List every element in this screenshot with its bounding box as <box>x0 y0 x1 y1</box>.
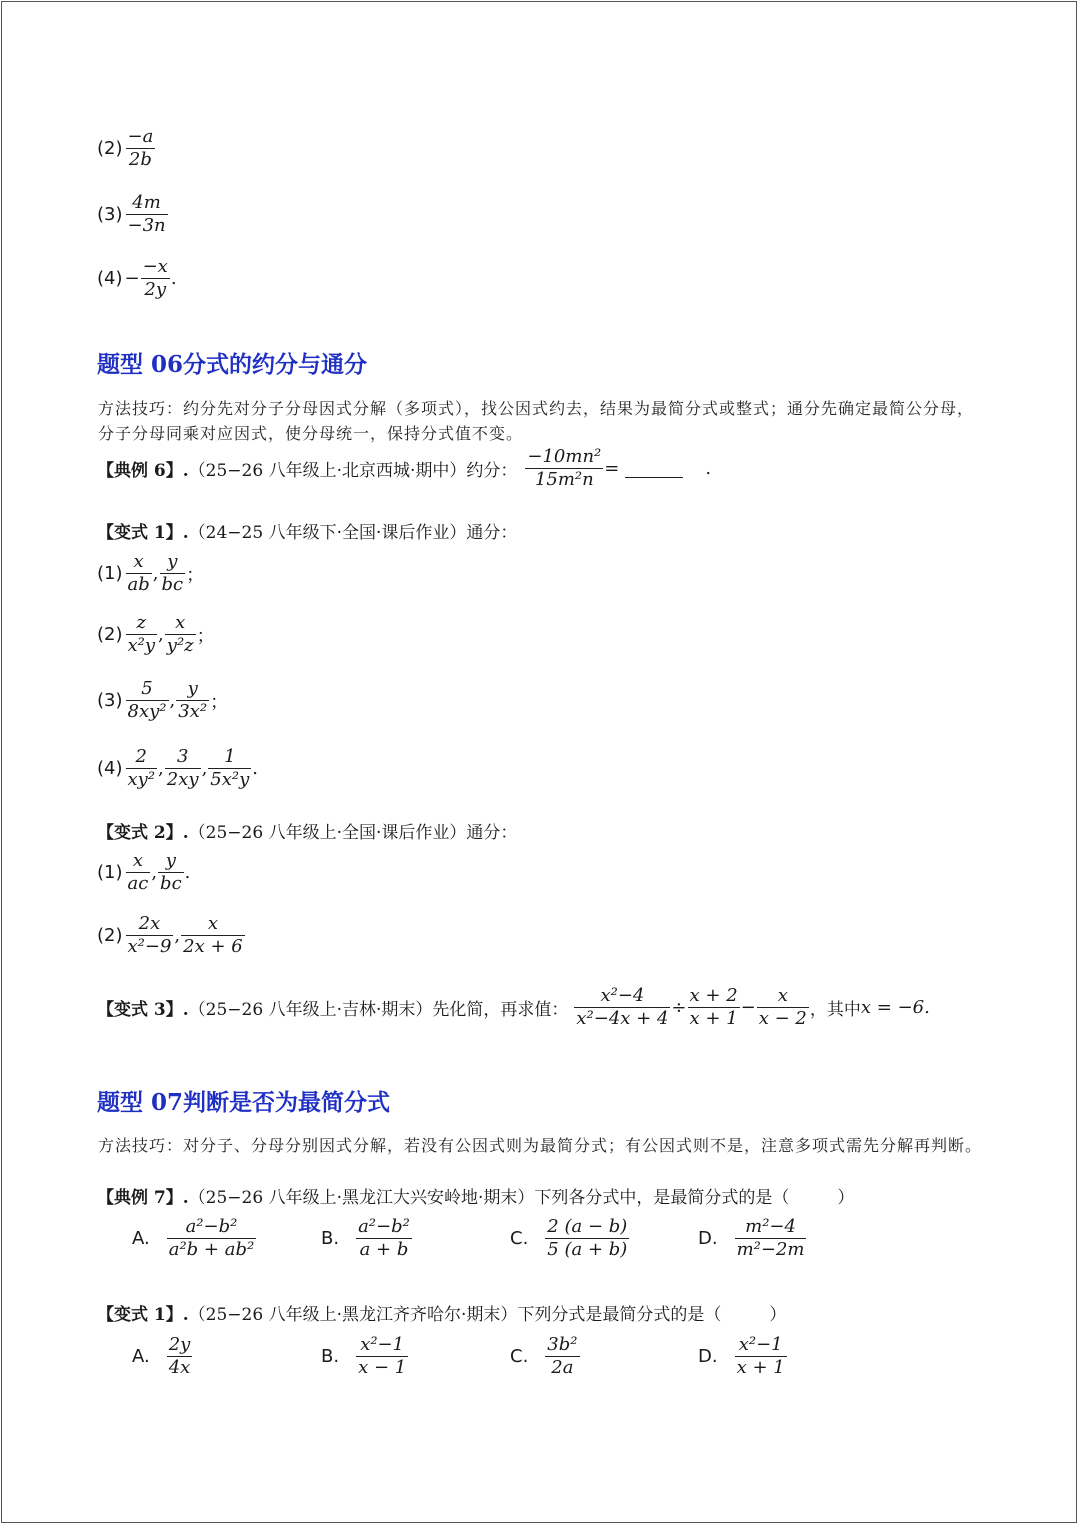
option-b[interactable] <box>321 1334 409 1379</box>
variant-1-item-4 <box>97 746 258 791</box>
separator: − <box>124 268 140 289</box>
denominator: xy² <box>127 769 156 790</box>
variant-1-item-2 <box>97 612 215 657</box>
variant-3 <box>97 985 930 1030</box>
denominator: ac <box>127 873 149 894</box>
denominator: 2x + 6 <box>183 936 243 957</box>
denominator: x + 1 <box>689 1008 738 1029</box>
option-a[interactable] <box>132 1216 257 1261</box>
fraction <box>126 913 174 958</box>
variant-1-item-1 <box>97 551 204 596</box>
denominator: x²−4x + 4 <box>576 1008 669 1029</box>
math-symbol: . <box>705 458 712 479</box>
denominator: a²b + ab² <box>168 1239 255 1260</box>
fraction <box>181 913 245 958</box>
variant-2-header <box>97 818 517 843</box>
example-7 <box>97 1183 854 1208</box>
item-number: (2) <box>97 925 123 946</box>
item-number: (3) <box>97 204 123 225</box>
option-letter: C. <box>510 1346 529 1367</box>
denominator: 15m²n <box>534 469 594 490</box>
question-source: ，其中 <box>809 1000 861 1020</box>
example-6 <box>97 446 711 491</box>
question-label: 【变式 3】. <box>97 1000 189 1020</box>
prev-item-3 <box>97 192 169 237</box>
math-symbol: = <box>604 458 620 479</box>
question-source: （25−26 八年级上·全国·课后作业）通分： <box>188 823 518 843</box>
option-letter: A. <box>132 1346 150 1367</box>
question-label: 【变式 1】. <box>97 1305 189 1325</box>
fraction <box>126 850 151 895</box>
fraction <box>160 551 186 596</box>
denominator: 2xy <box>166 769 199 790</box>
variant-1-sec07 <box>97 1300 786 1325</box>
question-source: （25−26 八年级上·黑龙江大兴安岭地·期末）下列各分式中，是最简分式的是（ <box>188 1188 790 1208</box>
question-source: （25−26 八年级上·黑龙江齐齐哈尔·期末）下列分式是最简分式的是（ <box>188 1305 722 1325</box>
prev-item-4 <box>97 256 177 301</box>
option-c[interactable] <box>510 1334 581 1379</box>
fraction <box>208 746 251 791</box>
denominator: 8xy² <box>127 701 167 722</box>
numerator: 2 <box>135 746 147 767</box>
separator: , <box>158 624 164 645</box>
numerator: x <box>207 913 219 934</box>
numerator: −10mn² <box>527 446 602 467</box>
separator: , <box>158 758 164 779</box>
denominator: m²−2m <box>736 1239 805 1260</box>
denominator: x − 1 <box>358 1357 407 1378</box>
separator: ； <box>196 625 215 647</box>
question-source: ） <box>769 1305 787 1325</box>
separator: . <box>184 862 191 883</box>
fraction <box>126 612 158 657</box>
numerator: 1 <box>224 746 236 767</box>
fraction <box>525 446 603 491</box>
fraction <box>545 1216 629 1261</box>
question-label: 【变式 2】. <box>97 823 189 843</box>
option-letter: B. <box>321 1346 340 1367</box>
fraction <box>356 1216 412 1261</box>
numerator: 3 <box>176 746 189 767</box>
fraction <box>735 1334 787 1379</box>
question-label: 【典例 7】. <box>97 1188 189 1208</box>
fraction <box>176 678 209 723</box>
question-label: 【变式 1】. <box>97 523 189 543</box>
numerator: 2y <box>168 1334 191 1355</box>
denominator: −3n <box>127 215 166 236</box>
denominator: 5x²y <box>210 769 250 790</box>
item-number: (4) <box>97 268 123 289</box>
denominator: bc <box>161 574 184 595</box>
numerator: y <box>165 850 176 871</box>
fraction <box>126 126 156 171</box>
denominator: 2b <box>128 149 152 170</box>
question-source: （25−26 八年级上·吉林·期末）先化简，再求值： <box>188 1000 569 1020</box>
numerator: y <box>187 678 198 699</box>
option-d[interactable] <box>698 1216 807 1261</box>
fraction <box>574 985 670 1030</box>
question-source: ） <box>837 1188 855 1208</box>
option-b[interactable] <box>321 1216 413 1261</box>
fraction <box>167 1216 256 1261</box>
separator: , <box>201 758 208 779</box>
numerator: 5 <box>141 678 153 699</box>
fraction <box>126 746 158 791</box>
denominator: 3x² <box>178 701 208 722</box>
numerator: x <box>175 612 186 633</box>
math-symbol: ÷ <box>671 997 687 1018</box>
option-letter: D. <box>698 1346 718 1367</box>
denominator: 2y <box>144 279 167 300</box>
numerator: m²−4 <box>745 1216 796 1237</box>
numerator: x²−4 <box>600 985 645 1006</box>
option-letter: B. <box>321 1228 340 1249</box>
numerator: z <box>136 612 147 633</box>
numerator: x <box>133 551 144 572</box>
math-expression: x = −6. <box>860 997 930 1018</box>
denominator: x + 1 <box>736 1357 785 1378</box>
variant-2-item-1 <box>97 850 190 895</box>
prev-item-2 <box>97 126 156 171</box>
separator: , <box>169 690 176 711</box>
numerator: 2 (a − b) <box>547 1216 628 1237</box>
numerator: a²−b² <box>358 1216 410 1237</box>
question-source: （25−26 八年级上·北京西城·期中）约分： <box>188 461 518 481</box>
math-symbol: − <box>740 997 756 1018</box>
fraction <box>165 746 201 791</box>
numerator: x + 2 <box>689 985 738 1006</box>
question-source: （24−25 八年级下·全国·课后作业）通分： <box>188 523 518 543</box>
separator: , <box>151 862 158 883</box>
denominator: 2a <box>551 1357 574 1378</box>
option-letter: C. <box>510 1228 529 1249</box>
separator: ； <box>210 691 229 713</box>
denominator: bc <box>160 873 182 894</box>
numerator: −a <box>127 126 154 147</box>
numerator: x²−1 <box>360 1334 405 1355</box>
item-number: (2) <box>97 624 123 645</box>
denominator: 5 (a + b) <box>547 1239 628 1260</box>
section-07-tip: 方法技巧：对分子、分母分别因式分解，若没有公因式则为最简分式；有公因式则不是，注意多项式需先分解再判断。 <box>98 1136 983 1155</box>
answer-blank[interactable] <box>625 459 683 478</box>
fraction <box>545 1334 579 1379</box>
fraction <box>158 850 184 895</box>
variant-1-item-3 <box>97 678 228 723</box>
fraction <box>167 1334 193 1379</box>
variant-2-item-2 <box>97 913 246 958</box>
denominator: x − 2 <box>758 1008 807 1029</box>
numerator: 3b² <box>547 1334 578 1355</box>
numerator: a²−b² <box>185 1216 238 1237</box>
denominator: x²y <box>127 635 156 656</box>
option-letter: A. <box>132 1228 150 1249</box>
section-06-tip: 方法技巧：约分先对分子分母因式分解（多项式），找公因式约去，结果为最简分式或整式；通分先确定最简公分母，分子分母同乘对应因式，使分母统一，保持分式值不变。 <box>98 399 975 443</box>
separator: . <box>170 268 177 289</box>
fraction <box>356 1334 408 1379</box>
question-label: 【典例 6】. <box>97 461 189 481</box>
variant-1-header <box>97 518 517 543</box>
item-number: (2) <box>97 138 123 159</box>
denominator: a + b <box>359 1239 409 1260</box>
numerator: 4m <box>132 192 161 213</box>
denominator: y²z <box>166 635 194 656</box>
fraction <box>165 612 196 657</box>
separator: . <box>252 758 259 779</box>
fraction <box>126 192 168 237</box>
fraction <box>141 256 170 301</box>
fraction <box>126 678 169 723</box>
separator: ； <box>186 564 205 586</box>
option-c[interactable] <box>510 1216 630 1261</box>
numerator: x <box>132 850 143 871</box>
denominator: x²−9 <box>127 936 172 957</box>
numerator: x <box>777 985 788 1006</box>
denominator: ab <box>127 574 150 595</box>
fraction <box>688 985 740 1030</box>
item-number: (3) <box>97 690 123 711</box>
fraction <box>757 985 809 1030</box>
item-number: (4) <box>97 758 123 779</box>
option-a[interactable] <box>132 1334 193 1379</box>
denominator: 4x <box>168 1357 191 1378</box>
option-d[interactable] <box>698 1334 788 1379</box>
fraction <box>735 1216 807 1261</box>
section-07-title: 题型 07判断是否为最简分式 <box>97 1089 391 1116</box>
item-number: (1) <box>97 563 123 584</box>
numerator: x²−1 <box>738 1334 783 1355</box>
numerator: 2x <box>138 913 161 934</box>
section-06-title: 题型 06分式的约分与通分 <box>97 351 368 378</box>
numerator: −x <box>142 256 168 277</box>
item-number: (1) <box>97 862 123 883</box>
separator: , <box>152 563 159 584</box>
option-letter: D. <box>698 1228 718 1249</box>
fraction <box>126 551 152 596</box>
separator: , <box>174 925 181 946</box>
numerator: y <box>167 551 178 572</box>
